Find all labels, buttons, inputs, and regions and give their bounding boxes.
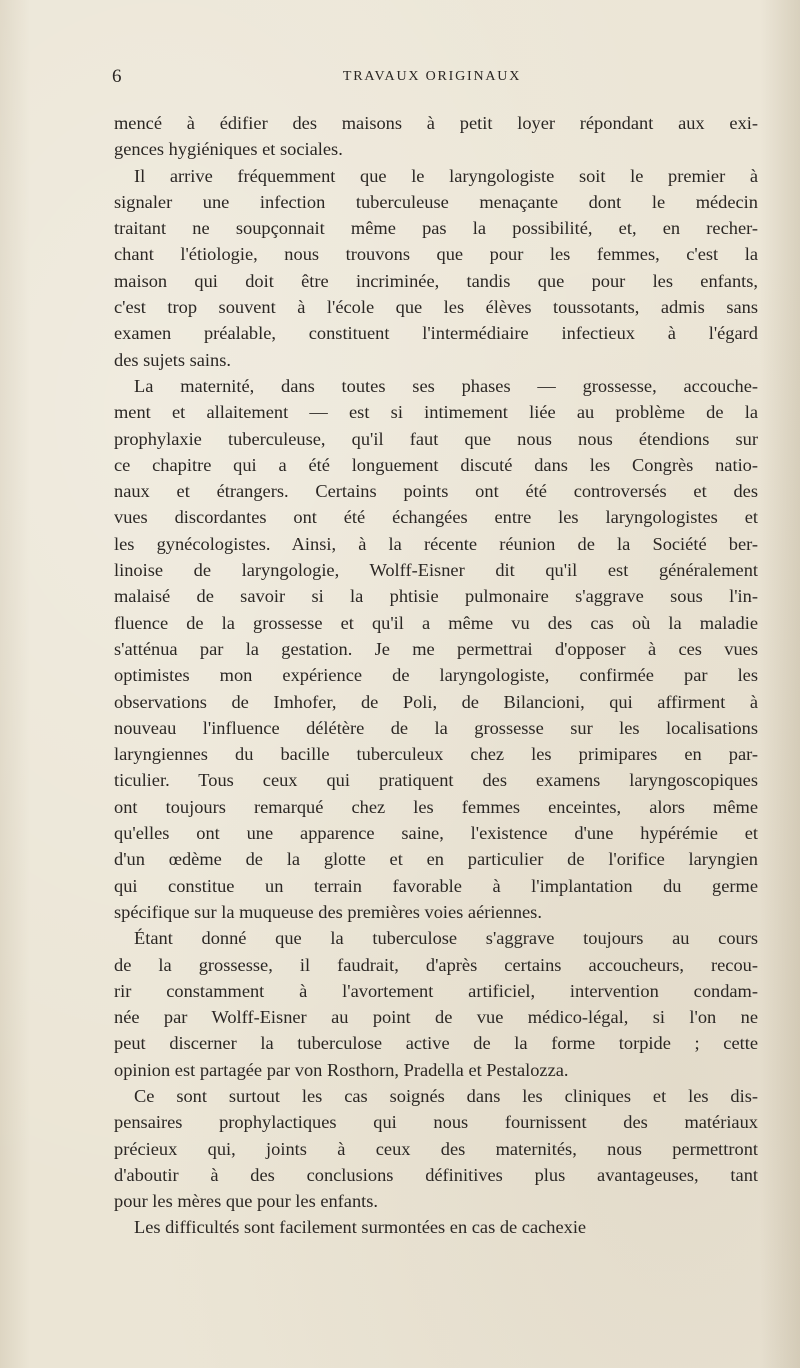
- text-line: naux et étrangers. Certains points ont été controversés et des: [114, 481, 758, 502]
- text-line: prophylaxie tuberculeuse, qu'il faut que nous nous étendions sur: [114, 428, 758, 449]
- text-line: c'est trop souvent à l'école que les élèves toussotants, admis sans: [114, 297, 758, 318]
- text-line: rir constamment à l'avortement artificiel, intervention condam-: [114, 980, 758, 1001]
- text-line: précieux qui, joints à ceux des maternités, nous permettront: [114, 1138, 758, 1159]
- running-title: TRAVAUX ORIGINAUX: [342, 69, 522, 84]
- text-line: les gynécologistes. Ainsi, à la récente réunion de la Société ber-: [114, 533, 758, 554]
- text-line: examen préalable, constituent l'intermédiaire infectieux à l'égard: [114, 323, 758, 344]
- text-line: ment et allaitement — est si intimement liée au problème de la: [114, 402, 758, 423]
- text-line: peut discerner la tuberculose active de la forme torpide ; cette: [114, 1033, 758, 1054]
- paragraph: [114, 110, 758, 163]
- text-line: linoise de laryngologie, Wolff-Eisner dit qu'il est généralement: [114, 560, 758, 581]
- text-line: Ce sont surtout les cas soignés dans les cliniques et les dis-: [134, 1085, 758, 1106]
- text-line: chant l'étiologie, nous trouvons que pour les femmes, c'est la: [114, 244, 758, 265]
- text-line: observations de Imhofer, de Poli, de Bilancioni, qui affirment à: [114, 691, 758, 712]
- text-line: pensaires prophylactiques qui nous fournissent des matériaux: [114, 1112, 758, 1133]
- text-line: La maternité, dans toutes ses phases — grossesse, accouche-: [134, 375, 758, 396]
- text-line: maison qui doit être incriminée, tandis que pour les enfants,: [114, 270, 758, 291]
- text-line: née par Wolff-Eisner au point de vue médico-légal, si l'on ne: [114, 1007, 758, 1028]
- text-line: Il arrive fréquemment que le laryngologiste soit le premier à: [134, 165, 758, 186]
- text-line: traitant ne soupçonnait même pas la possibilité, et, en recher-: [114, 218, 758, 239]
- text-line: d'aboutir à des conclusions définitives plus avantageuses, tant: [114, 1164, 758, 1185]
- text-line: Les difficultés sont facilement surmontées en cas de cachexie: [134, 1217, 587, 1238]
- paragraph: [114, 163, 758, 373]
- text-line: spécifique sur la muqueuse des premières voies aériennes.: [114, 901, 542, 922]
- text-line: des sujets sains.: [114, 349, 231, 370]
- paragraph: [114, 373, 758, 925]
- paragraph: [114, 1083, 758, 1214]
- text-line: nouveau l'influence délétère de la grossesse sur les localisations: [114, 717, 758, 738]
- text-line: opinion est partagée par von Rosthorn, Pradella et Pestalozza.: [114, 1059, 569, 1080]
- text-line: ont toujours remarqué chez les femmes enceintes, alors même: [114, 796, 758, 817]
- page-number: 6: [112, 66, 122, 87]
- text-line: s'atténua par la gestation. Je me permettrai d'opposer à ces vues: [114, 638, 758, 659]
- text-line: malaisé de savoir si la phtisie pulmonaire s'aggrave sous l'in-: [114, 586, 758, 607]
- paragraph: [114, 925, 758, 1083]
- text-line: Étant donné que la tuberculose s'aggrave toujours au cours: [134, 928, 758, 949]
- text-line: fluence de la grossesse et qu'il a même vu des cas où la maladie: [114, 612, 758, 633]
- text-line: optimistes mon expérience de laryngologiste, confirmée par les: [114, 665, 758, 686]
- text-line: pour les mères que pour les enfants.: [114, 1191, 379, 1212]
- text-line: d'un œdème de la glotte et en particulier de l'orifice laryngien: [114, 849, 758, 870]
- running-header: [112, 66, 752, 90]
- text-line: qu'elles ont une apparence saine, l'existence d'une hypérémie et: [114, 823, 758, 844]
- text-line: mencé à édifier des maisons à petit loyer répondant aux exi-: [114, 113, 758, 133]
- paragraph: [114, 1214, 758, 1240]
- text-line: ce chapitre qui a été longuement discuté dans les Congrès natio-: [114, 454, 758, 475]
- text-line: ticulier. Tous ceux qui pratiquent des examens laryngoscopiques: [114, 770, 758, 791]
- text-line: signaler une infection tuberculeuse menaçante dont le médecin: [114, 191, 758, 212]
- text-line: qui constitue un terrain favorable à l'implantation du germe: [114, 875, 758, 896]
- text-line: de la grossesse, il faudrait, d'après certains accoucheurs, recou-: [114, 954, 758, 975]
- text-line: laryngiennes du bacille tuberculeux chez les primipares en par-: [114, 744, 758, 765]
- text-line: vues discordantes ont été échangées entre les laryngologistes et: [114, 507, 758, 528]
- body-text: [114, 110, 758, 1241]
- text-line: gences hygiéniques et sociales.: [114, 139, 343, 160]
